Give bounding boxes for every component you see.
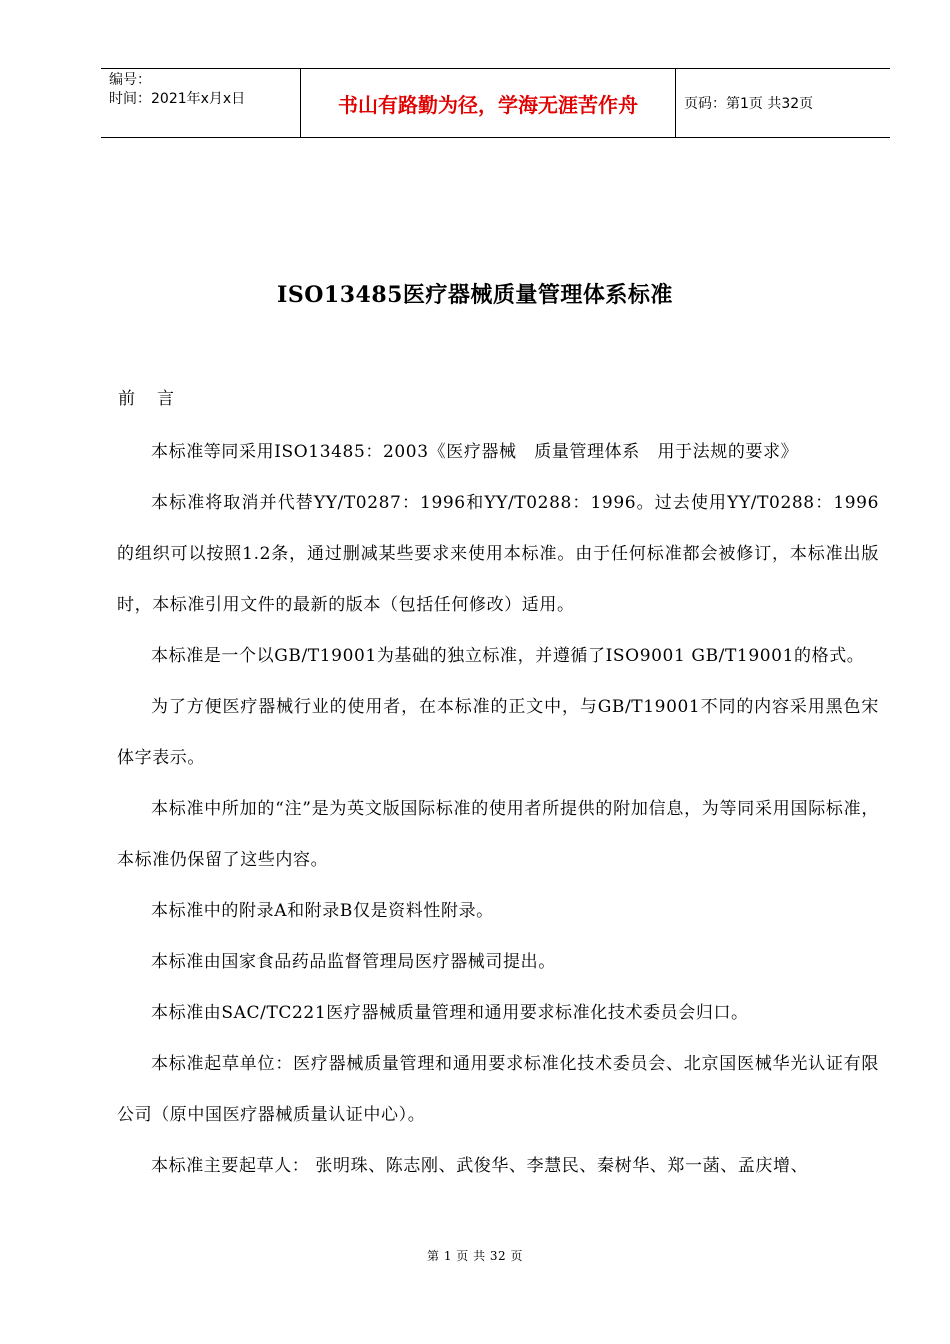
header-motto: 书山有路勤为径，学海无涯苦作舟	[301, 69, 676, 137]
section-heading-right: 言	[157, 389, 176, 409]
document-title: ISO13485医疗器械质量管理体系标准	[277, 282, 673, 308]
paragraph: 本标准将取消并代替YY/T0287：1996和YY/T0288：1996。过去使用YY/T0288：1996的组织可以按照1.2条，通过删减某些要求来使用本标准。由于任何标准都会被修订，本标准出版时，本标准引用文件的最新的版本（包括任何修改）适用。	[117, 493, 879, 615]
paragraph: 为了方便医疗器械行业的使用者，在本标准的正文中，与GB/T19001不同的内容采用黑色宋体字表示。	[117, 697, 879, 768]
paragraph: 本标准中所加的“注”是为英文版国际标准的使用者所提供的附加信息，为等同采用国际标准，本标准仍保留了这些内容。	[117, 799, 879, 870]
header-time-label: 时间：2021年x月x日	[109, 91, 246, 107]
section-heading	[118, 384, 176, 409]
header-meta	[101, 69, 301, 137]
paragraph: 本标准主要起草人： 张明珠、陈志刚、武俊华、李慧民、秦树华、郑一菡、孟庆增、	[151, 1156, 809, 1176]
header-number-label: 编号：	[109, 72, 151, 88]
paragraph: 本标准由国家食品药品监督管理局医疗器械司提出。	[151, 952, 556, 972]
paragraph: 本标准中的附录A和附录B仅是资料性附录。	[151, 901, 494, 921]
paragraph: 本标准是一个以GB/T19001为基础的独立标准，并遵循了ISO9001 GB/T19001的格式。	[151, 646, 865, 666]
header-page-info: 页码：第1页 共32页	[684, 96, 814, 112]
paragraph: 本标准起草单位：医疗器械质量管理和通用要求标准化技术委员会、北京国医械华光认证有限公司（原中国医疗器械质量认证中心）。	[117, 1054, 879, 1125]
document-body	[117, 427, 879, 1192]
paragraph: 本标准由SAC/TC221医疗器械质量管理和通用要求标准化技术委员会归口。	[151, 1003, 749, 1023]
page-header	[101, 68, 890, 138]
paragraph: 本标准等同采用ISO13485：2003《医疗器械 质量管理体系 用于法规的要求》	[151, 442, 799, 462]
section-heading-left: 前	[118, 389, 137, 409]
page-footer: 第 1 页 共 32 页	[427, 1249, 523, 1263]
